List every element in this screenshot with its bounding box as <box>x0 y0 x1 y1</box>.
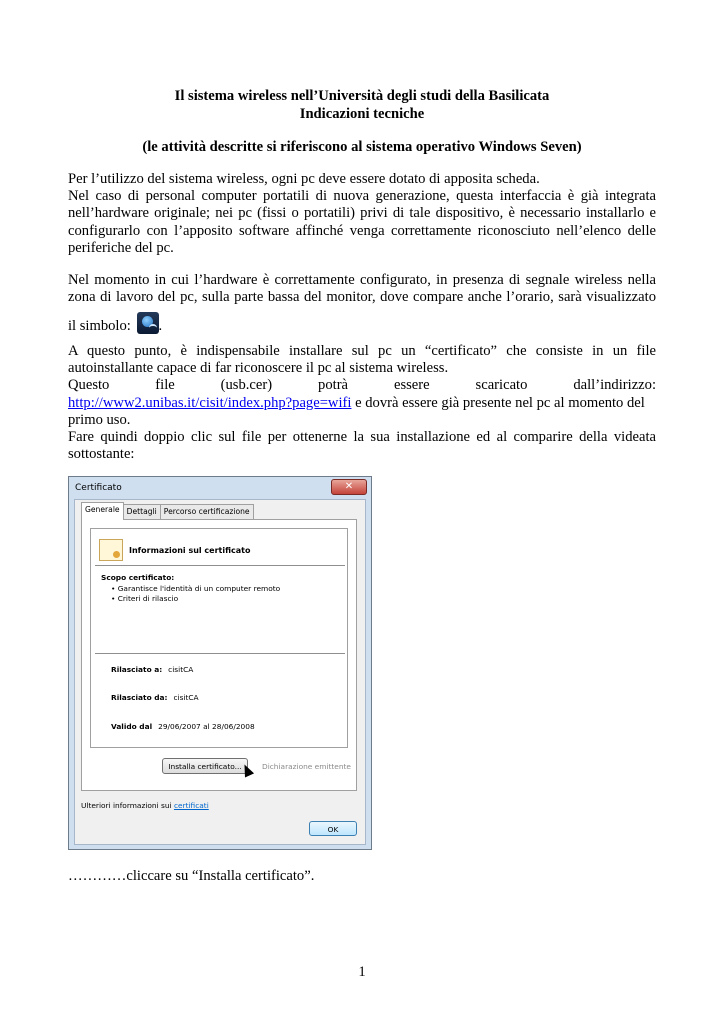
title-line-1: Il sistema wireless nell’Università degli studi della Basilicata <box>174 88 550 104</box>
scope-bullet: • Garantisce l'identità di un computer remoto <box>111 584 281 593</box>
scope-heading: Scopo certificato: <box>101 573 175 582</box>
mouse-cursor-icon <box>240 762 254 777</box>
validity: Valido dal 29/06/2007 al 28/06/2008 <box>111 722 255 731</box>
install-certificate-button[interactable]: Installa certificato... <box>162 758 248 774</box>
divider <box>95 565 345 566</box>
scope-bullet: • Criteri di rilascio <box>111 594 179 603</box>
issued-by: Rilasciato da: cisitCA <box>111 693 199 702</box>
p3-line-3: Questo file (usb.cer) potrà essere scaricato dall’indirizzo: <box>68 377 656 394</box>
paragraph-1 <box>68 171 656 257</box>
p3-line-1: A questo punto, è indispensabile installare sul pc un “certificato” che consiste in un file <box>68 343 656 359</box>
p3-line-7: sottostante: <box>68 446 135 463</box>
p1-line-3: nell’hardware originale; nei pc (fissi o portatili) privi di tale dispositivo, è necessario installarlo e <box>68 205 656 222</box>
info-title: Informazioni sul certificato <box>129 546 251 555</box>
tab-dettagli[interactable]: Dettagli <box>123 504 161 520</box>
close-button[interactable]: ✕ <box>331 479 367 495</box>
title-subtitle: (le attività descritte si riferiscono al sistema operativo Windows Seven) <box>142 139 582 155</box>
p2-line-1: Nel momento in cui l’hardware è correttamente configurato, in presenza di segnale wireless nella <box>68 272 656 288</box>
tab-panel <box>81 519 357 791</box>
wifi-download-link[interactable]: http://www2.unibas.it/cisit/index.php?page=wifi <box>68 394 352 411</box>
tab-bar <box>81 504 253 519</box>
p3-line-2: autoinstallante capace di far riconoscere il pc al sistema wireless. <box>68 360 449 377</box>
p3-line-4: http://www2.unibas.it/cisit/index.php?page=wifi e dovrà essere già presente nel pc al momento del <box>68 394 645 411</box>
caption: …………cliccare su “Installa certificato”. <box>68 868 315 884</box>
dialog-body <box>74 499 366 845</box>
issuer-statement-button: Dichiarazione emittente <box>262 762 351 771</box>
certificate-info-box <box>90 528 348 748</box>
divider <box>95 653 345 654</box>
paragraph-3 <box>68 343 656 463</box>
wireless-network-icon <box>137 312 159 334</box>
page-number: 1 <box>358 964 366 980</box>
tab-generale[interactable]: Generale <box>81 502 124 520</box>
certificate-dialog <box>68 476 372 850</box>
paragraph-2 <box>68 272 656 336</box>
ok-button[interactable]: OK <box>309 821 357 836</box>
title-line-2: Indicazioni tecniche <box>299 106 425 122</box>
document-title <box>68 87 656 123</box>
p1-line-5: periferiche del pc. <box>68 239 174 256</box>
issued-to: Rilasciato a: cisitCA <box>111 665 194 674</box>
p3-line-5: primo uso. <box>68 411 131 428</box>
certificate-icon <box>99 539 123 561</box>
p2-line-2: zona di lavoro del pc, sulla parte bassa del monitor, dove compare anche l’orario, sarà visualizzato <box>68 289 656 306</box>
more-info: Ulteriori informazioni sui certificati <box>81 801 209 810</box>
tab-percorso-certificazione[interactable]: Percorso certificazione <box>160 504 254 520</box>
p1-line-1: Per l’utilizzo del sistema wireless, ogni pc deve essere dotato di apposita scheda. <box>68 171 540 187</box>
p1-line-2: Nel caso di personal computer portatili di nuova generazione, questa interfaccia è già integrata <box>68 188 656 205</box>
p3-line-6: Fare quindi doppio clic sul file per ottenerne la sua installazione ed al comparire della videata <box>68 429 656 446</box>
certificates-link[interactable]: certificati <box>173 801 209 810</box>
p2-line-3: il simbolo: . <box>68 312 656 335</box>
p1-line-4: configurarlo con l’apposito software affinché venga correttamente riconosciuto nell’elenco delle <box>68 222 656 239</box>
dialog-title: Certificato <box>75 483 122 493</box>
